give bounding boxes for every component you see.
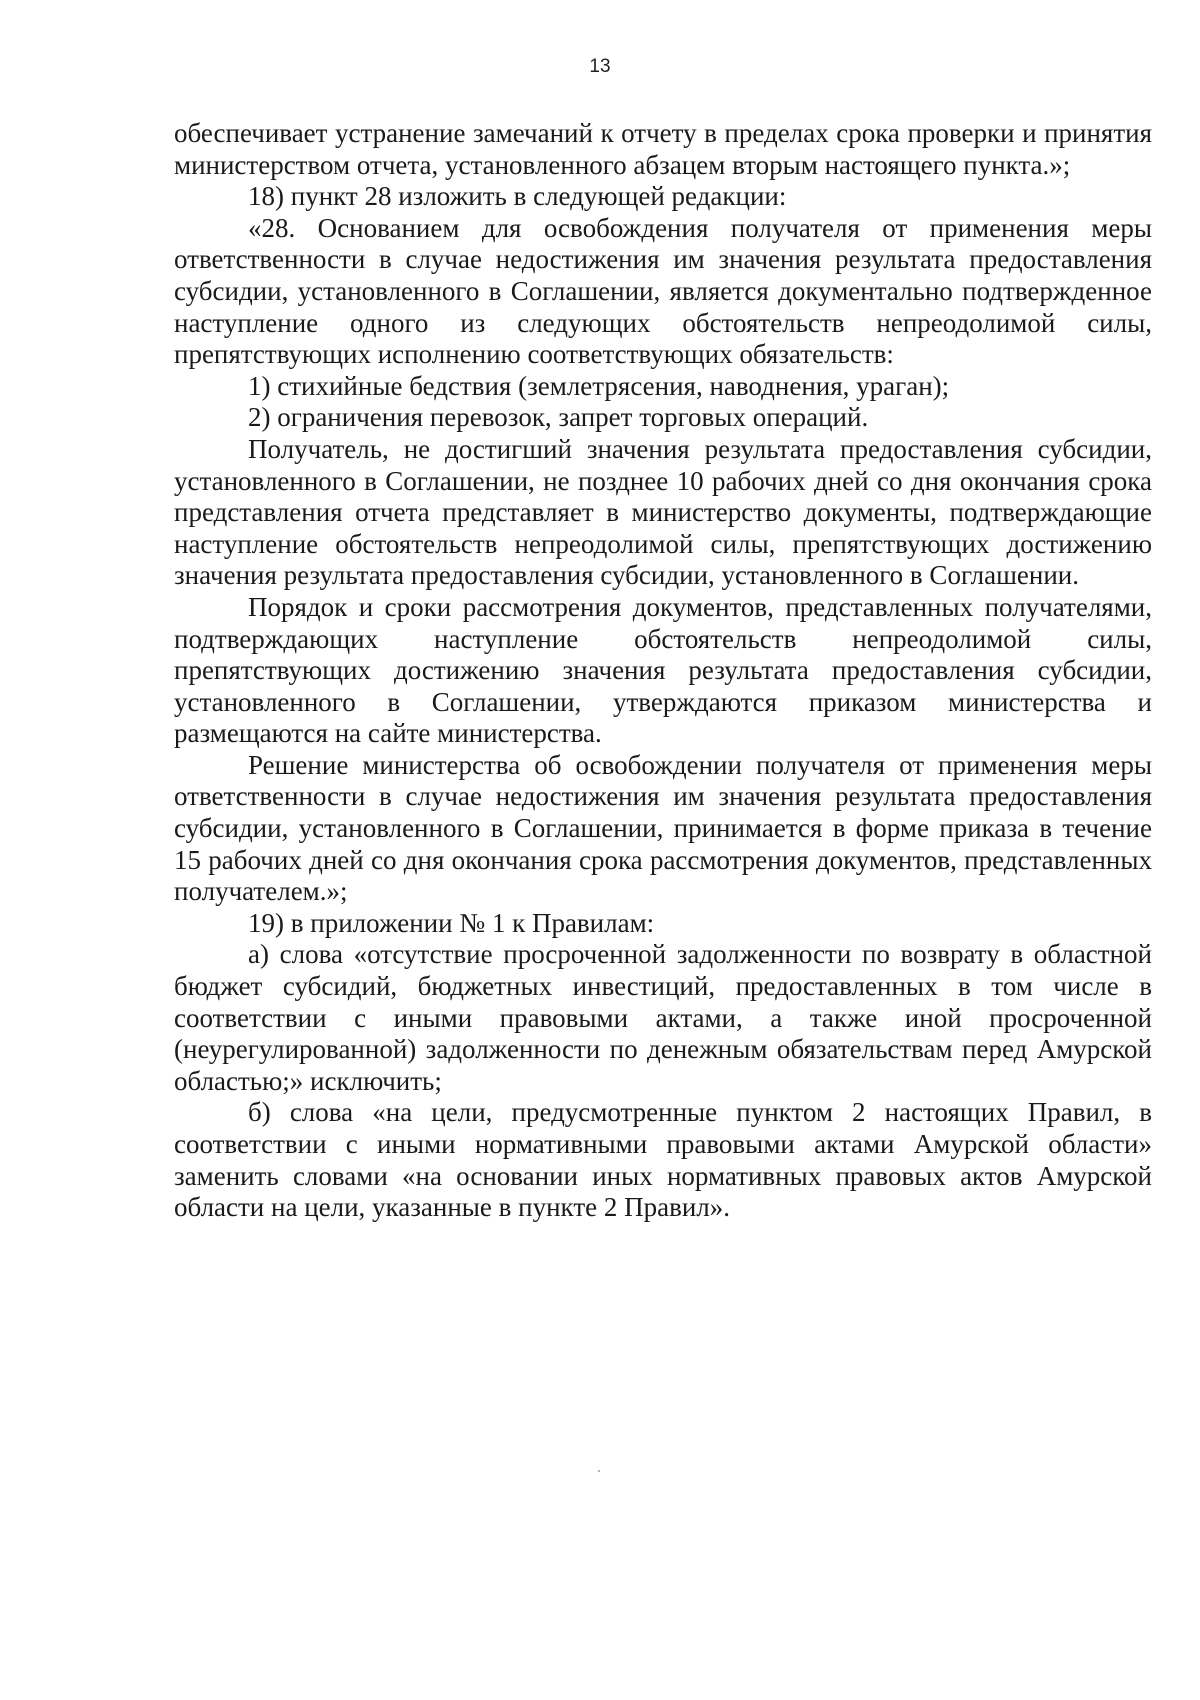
paragraph-list-item-2: 2) ограничения перевозок, запрет торговых операций. bbox=[248, 402, 869, 433]
page-number: 13 bbox=[589, 56, 611, 77]
paragraph-decision: Решение министерства об освобождении получателя от применения меры ответственности в случае недостижения им значения результата предоставления субсидии, установленного в Соглашении, принимается в форме приказа в течение 15 рабочих дней со дня окончания срока рассмотрения документов, представленных получателем.»; bbox=[174, 749, 1152, 907]
paragraph-point-28: «28. Основанием для освобождения получателя от применения меры ответственности в случае недостижения им значения результата предоставления субсидии, установленного в Соглашении, является документально подтвержденное наступление одного из следующих обстоятельств непреодолимой силы, препятствующих исполнению соответствующих обязательств: bbox=[174, 212, 1152, 370]
paragraph-recipient: Получатель, не достигший значения результата предоставления субсидии, установленного в Соглашении, не позднее 10 рабочих дней со дня окончания срока представления отчета представляет в министерство документы, подтверждающие наступление обстоятельств непреодолимой силы, препятствующих достижению значения результата предоставления субсидии, установленного в Соглашении. bbox=[174, 433, 1152, 591]
paragraph-procedure: Порядок и сроки рассмотрения документов, представленных получателями, подтверждающих наступление обстоятельств непреодолимой силы, препятствующих достижению значения результата предоставления субсидии, установленного в Соглашении, утверждаются приказом министерства и размещаются на сайте министерства. bbox=[174, 591, 1152, 749]
scan-speck bbox=[598, 1470, 600, 1472]
paragraph-item-18: 18) пункт 28 изложить в следующей редакции: bbox=[248, 181, 787, 212]
paragraph-subitem-b: б) слова «на цели, предусмотренные пунктом 2 настоящих Правил, в соответствии с иными нормативными правовыми актами Амурской области» заменить словами «на основании иных нормативных правовых актов Амурской области на цели, указанные в пункте 2 Правил». bbox=[174, 1097, 1152, 1223]
paragraph-list-item-1: 1) стихийные бедствия (землетрясения, наводнения, ураган); bbox=[248, 370, 950, 401]
paragraph-continuation: обеспечивает устранение замечаний к отчету в пределах срока проверки и принятия министерством отчета, установленного абзацем вторым настоящего пункта.»; bbox=[174, 118, 1152, 180]
paragraph-item-19: 19) в приложении № 1 к Правилам: bbox=[248, 907, 655, 938]
document-body bbox=[174, 118, 1152, 1224]
paragraph-subitem-a: а) слова «отсутствие просроченной задолженности по возврату в областной бюджет субсидий, бюджетных инвестиций, предоставленных в том числе в соответствии с иными правовыми актами, а также иной просроченной (неурегулированной) задолженности по денежным обязательствам перед Амурской областью;» исключить; bbox=[174, 939, 1152, 1096]
